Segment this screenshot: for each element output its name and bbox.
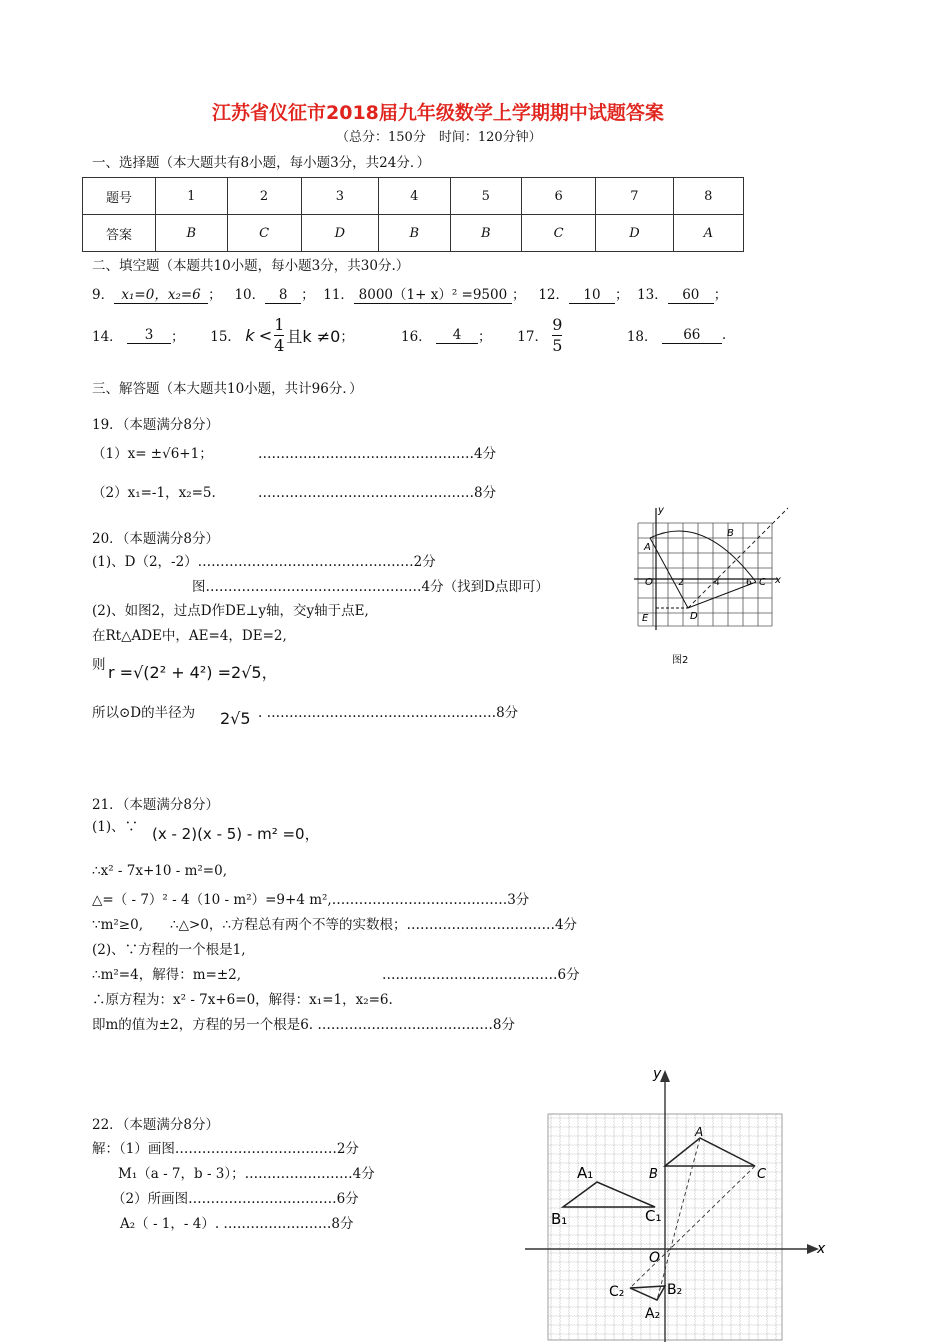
q11-answer: 8000（1+ x）² =9500 <box>354 283 512 304</box>
q18-label: 18． <box>626 329 658 345</box>
table-cell: C <box>227 215 301 252</box>
table-cell: 7 <box>596 178 673 215</box>
figure-22-label-y: y <box>653 1066 662 1082</box>
figure-2-tick-4: 4 <box>714 578 720 588</box>
q13-label: 13． <box>637 287 668 303</box>
q21-heading: 21．（本题满分8分） <box>92 797 220 813</box>
table-row <box>83 215 744 252</box>
q18-answer: 66 <box>662 327 722 344</box>
answer-table <box>82 177 744 252</box>
table-cell: 题号 <box>83 178 156 215</box>
fill-row-1: 9． x₁=0，x₂=6 ； 10． 8 ； 11． 8000（1+ x）² =9500 ； 12． 10 ； 13． 60 ； <box>92 283 727 304</box>
q17-numerator: 9 <box>552 314 563 334</box>
figure-22-label-b1: B₁ <box>551 1210 568 1228</box>
q12-label: 12． <box>538 287 569 303</box>
figure-2-label-a: A <box>644 542 651 553</box>
page-subtitle: （总分：150分 时间：120分钟） <box>336 130 542 145</box>
page-title: 江苏省仪征市2018届九年级数学上学期期中试题答案 <box>212 102 664 124</box>
table-cell: 答案 <box>83 215 156 252</box>
q15-fraction <box>274 315 284 356</box>
q12-answer: 10 <box>569 287 615 304</box>
q20-line1: (1)、D（2，-2）…………………………………………2分 <box>92 554 436 570</box>
q16-answer: 4 <box>436 327 478 344</box>
q21-equation: (x - 2)(x - 5) - m² =0， <box>152 825 320 843</box>
q20-radius-formula: r =√(2² + 4²) =2√5， <box>108 663 278 682</box>
q22-line1: 解：（1）画图………………………………2分 <box>92 1141 359 1157</box>
q21-line2: ∴x² - 7x+10 - m²=0, <box>92 863 227 879</box>
q19-part2: （2）x₁=-1，x₂=5. <box>92 485 216 501</box>
figure-22-label-a1: A₁ <box>577 1164 594 1182</box>
q22-heading: 22．（本题满分8分） <box>92 1117 220 1133</box>
table-cell: 8 <box>673 178 743 215</box>
table-cell: B <box>379 215 451 252</box>
q22-line3: （2）所画图……………………………6分 <box>112 1191 359 1207</box>
figure-2-caption: 图2 <box>672 655 689 666</box>
section1-heading: 一、选择题（本大题共有8小题，每小题3分，共24分．） <box>92 155 431 171</box>
figure-2-label-d: D <box>690 611 698 622</box>
table-row <box>83 178 744 215</box>
figure-22-label-b: B <box>649 1167 658 1182</box>
q21-line8: 即m的值为±2，方程的另一个根是6. …………………………………8分 <box>92 1017 515 1033</box>
table-cell: 1 <box>156 178 228 215</box>
table-cell: 5 <box>450 178 522 215</box>
q16-label: 16． <box>401 329 432 345</box>
figure-22-label-b2: B₂ <box>667 1282 683 1298</box>
q22-line4: A₂（ - 1，- 4）. ……………………8分 <box>120 1216 354 1232</box>
figure-22-y-arrow <box>660 1070 670 1082</box>
q15-numerator: 1 <box>274 314 285 334</box>
q11-label: 11． <box>323 287 354 303</box>
q19-part1-score: …………………………………………4分 <box>258 446 497 462</box>
fill-row-2: 14． 3 ； 15． k < $\frac{1}{4}$ 且k ≠0 ； 16． 4 ； 17． $\frac{9}{5}$ 18． 66 . <box>92 314 727 355</box>
q19-part1: （1）x= ±√6+1； <box>92 446 213 462</box>
q15-lt: < <box>258 325 273 345</box>
figure-22-label-o: O <box>649 1250 661 1266</box>
q20-line6-prefix: 所以⊙D的半径为 <box>92 705 196 721</box>
q14-label: 14． <box>92 329 123 345</box>
q9-label: 9． <box>92 287 115 303</box>
q21-line4: ∵m²≥0, ∴△>0，∴方程总有两个不等的实数根；……………………………4分 <box>92 917 578 933</box>
q15-condition: 且k ≠0 <box>286 326 341 346</box>
q15-k: k <box>245 325 255 345</box>
q20-line6-score: . ……………………………………………8分 <box>258 705 519 721</box>
figure-2-label-c: C <box>759 577 766 588</box>
figure-2-label-x: x <box>775 575 781 586</box>
q19-heading: 19．（本题满分8分） <box>92 417 220 433</box>
q21-line5: (2)、∵方程的一个根是1, <box>92 942 246 958</box>
q15-denominator: 4 <box>274 335 285 355</box>
table-cell: B <box>156 215 228 252</box>
q20-heading: 20．（本题满分8分） <box>92 531 220 547</box>
q9-answer: x₁=0，x₂=6 <box>114 283 208 304</box>
table-cell: 4 <box>379 178 451 215</box>
q20-line4: 在Rt△ADE中，AE=4，DE=2, <box>92 628 287 644</box>
figure-22-label-x: x <box>817 1241 826 1257</box>
q17-label: 17． <box>517 329 548 345</box>
q15-label: 15． <box>210 329 241 345</box>
q20-line3: (2)、如图2，过点D作DE⊥y轴，交y轴于点E, <box>92 603 369 619</box>
figure-2-label-o: O <box>645 577 653 588</box>
section2-heading: 二、填空题（本题共10小题，每小题3分，共30分.） <box>92 258 410 274</box>
q13-answer: 60 <box>668 287 714 304</box>
table-cell: B <box>450 215 522 252</box>
q10-answer: 8 <box>265 287 301 304</box>
q20-line5-prefix: 则 <box>92 657 106 673</box>
q20-line2: 图…………………………………………4分（找到D点即可） <box>192 579 549 595</box>
figure-2-tick-2: 2 <box>678 578 684 588</box>
figure-22-label-a2: A₂ <box>645 1306 661 1322</box>
table-cell: A <box>673 215 743 252</box>
figure-22-label-c2: C₂ <box>609 1284 625 1300</box>
q21-line6: ∴m²=4，解得：m=±2, <box>92 967 242 983</box>
figure-22-label-c1: C₁ <box>645 1207 662 1225</box>
figure-22-label-c: C <box>757 1167 767 1182</box>
figure-2-label-b: B <box>727 528 734 539</box>
table-cell: 6 <box>522 178 596 215</box>
figure-2-triangle <box>650 538 756 608</box>
table-cell: 3 <box>301 178 378 215</box>
figure-2-label-e: E <box>642 613 649 624</box>
figure-22 <box>515 1064 835 1344</box>
q21-line3: △=（ - 7）² - 4（10 - m²）=9+4 m²,…………………………………3分 <box>92 892 530 908</box>
figure-2-tick-6: 6 <box>746 578 752 588</box>
q21-line1-prefix: (1)、∵ <box>92 819 139 835</box>
q17-fraction <box>552 315 562 356</box>
figure-2-grid <box>638 523 772 626</box>
table-cell: D <box>596 215 673 252</box>
q20-radius-value: 2√5 <box>220 709 251 728</box>
table-cell: C <box>522 215 596 252</box>
q21-line7: ∴原方程为：x² - 7x+6=0，解得：x₁=1，x₂=6. <box>92 992 393 1008</box>
figure-22-label-a: A <box>695 1125 704 1139</box>
q17-denominator: 5 <box>552 335 563 355</box>
q21-line6-score: …………………………………6分 <box>382 967 580 983</box>
q14-answer: 3 <box>127 327 171 344</box>
figure-2-label-y: y <box>658 505 664 516</box>
q10-label: 10． <box>234 287 266 303</box>
table-cell: 2 <box>227 178 301 215</box>
q22-line2: M₁（a - 7，b - 3）；……………………4分 <box>118 1166 375 1182</box>
table-cell: D <box>301 215 378 252</box>
q19-part2-score: …………………………………………8分 <box>258 485 497 501</box>
figure-2 <box>628 500 798 670</box>
section3-heading: 三、解答题（本大题共10小题，共计96分．） <box>92 381 363 397</box>
